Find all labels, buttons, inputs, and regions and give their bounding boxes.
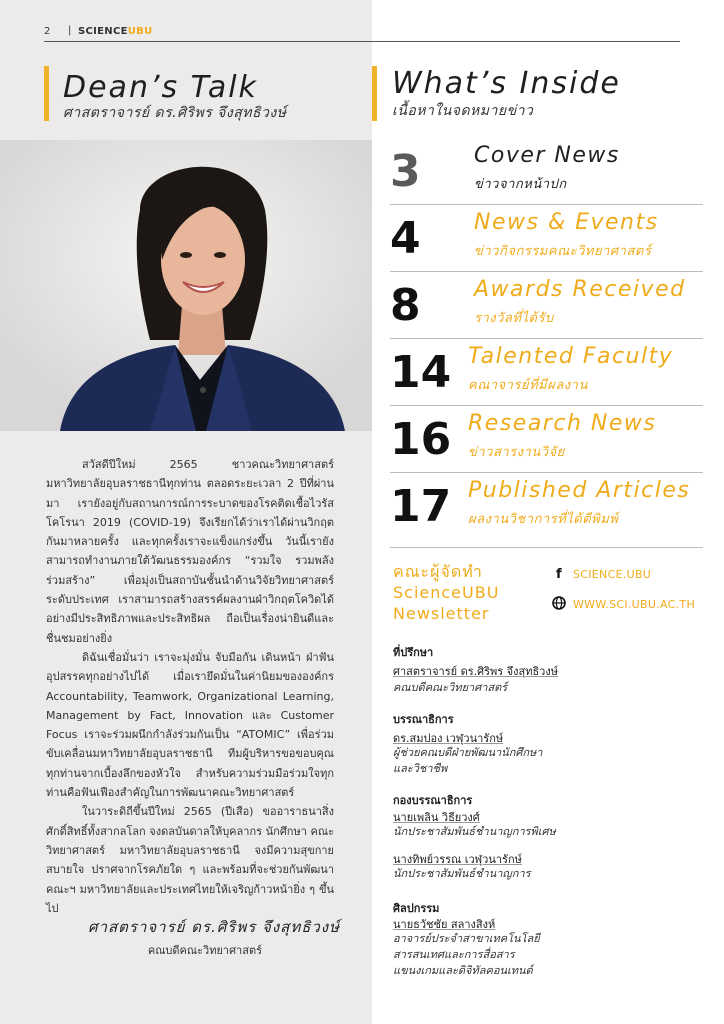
art-name: นายธวัชชัย สลางสิงห์: [393, 918, 496, 931]
page-header: [44, 26, 680, 42]
toc-page-number: 16: [390, 414, 452, 465]
toc-subtitle: ผลงานวิชาการที่ได้ตีพิมพ์: [468, 512, 619, 527]
facebook-link[interactable]: f SCIENCE.UBU: [551, 567, 651, 582]
toc-page-number: 4: [390, 213, 421, 264]
editors-heading: กองบรรณาธิการ: [393, 794, 473, 807]
chief-editor-name: ดร.สมปอง เวฬุวนารักษ์: [393, 732, 504, 745]
toc-item[interactable]: [390, 206, 703, 272]
editor-name: นายเพลิน วิธียวงศ์: [393, 811, 480, 824]
advisor-role: คณบดีคณะวิทยาศาสตร์: [393, 681, 508, 694]
header-separator: |: [68, 25, 72, 36]
toc-title: News & Events: [474, 210, 659, 235]
chief-editor-role: ผู้ช่วยคณบดีฝ่ายพัฒนานักศึกษา: [393, 746, 543, 759]
editor-name: นางทิพย์วรรณ เวฬุวนารักษ์: [393, 853, 522, 866]
page-number: 2: [44, 26, 51, 37]
toc-item[interactable]: [390, 407, 703, 473]
brand-logo: SCIENCEUBU: [78, 26, 153, 37]
deans-talk-accent-bar: [44, 66, 49, 121]
deans-talk-subtitle: ศาสตราจารย์ ดร.ศิริพร จึงสุทธิวงษ์: [63, 105, 287, 121]
whats-inside-subtitle: เนื้อหาในจดหมายข่าว: [392, 103, 534, 119]
advisor-name: ศาสตราจารย์ ดร.ศิริพร จึงสุทธิวงษ์: [393, 665, 558, 678]
globe-icon: [551, 596, 567, 612]
editor-role: นักประชาสัมพันธ์ชำนาญการพิเศษ: [393, 825, 556, 838]
toc-page-number: 14: [390, 347, 452, 398]
toc-title: Cover News: [474, 143, 620, 168]
toc-item[interactable]: [390, 474, 703, 548]
website-link[interactable]: WWW.SCI.UBU.AC.TH: [551, 596, 695, 612]
deans-talk-paragraph-1: สวัสดีปีใหม่ 2565 ชาวคณะวิทยาศาสตร์ มหาวิทยาลัยอุบลราชธานีทุกท่าน ตลอดระยะเวลา 2 ปีที่ผ่านมา เรายังอยู่กับสถานการณ์การระบาดของโรคติดเชื้อไวรัสโคโรนา 2019 (COVID-19) จึงเรียกได้ว่าเราได้ผ่านวิกฤตกันมาหลายครั้ง และทุกครั้งเราจะแข็งแกร่งขึ้น วันนี้เรายังสามารถทำงานภายใต้วัฒนธรรมองค์กร “รวมใจ รวมพลัง ร่วมสร้าง” เพื่อมุ่งเป็นสถาบันชั้นนำด้านวิจัยวิทยาศาสตร์ระดับประเทศ เราสามารถสร้างสรรค์ผลงานฝ่าวิกฤตโควิดได้อย่างมีประสิทธิภาพและประสิทธิผล ถือเป็นเรื่องน่ายินดีและชื่นชมอย่างยิ่ง: [46, 458, 334, 645]
deans-talk-body: [46, 455, 334, 918]
facebook-icon: f: [556, 567, 562, 582]
dean-photo: [0, 140, 372, 431]
toc-page-number: 17: [390, 481, 452, 532]
deans-talk-paragraph-2: ดิฉันเชื่อมั่นว่า เราจะมุ่งมั่น จับมือกัน เดินหน้า ฝ่าฟันอุปสรรคทุกอย่างไปได้ เมื่อเรายึดมั่นในค่านิยมขององค์กร Accountability, Teamwork, Organizational Learning, Management by Fact, Innovation และ Customer Focus เราจะร่วมผนึกกำลังร่วมกันเป็น “ATOMIC” เพื่อร่วมขับเคลื่อนมหาวิทยาลัยอุบลราชธานี ทีมผู้บริหารขอขอบคุณทุกท่านจากเบื้องลึกของหัวใจ สำหรับความร่วมมือร่วมใจทุกท่านคือฟันเฟืองสำคัญในการพัฒนาคณะวิทยาศาสตร์: [46, 650, 334, 800]
toc-subtitle: คณาจารย์ที่มีผลงาน: [468, 378, 588, 393]
toc-item[interactable]: [390, 340, 703, 406]
whats-inside-accent-bar: [372, 66, 377, 121]
dean-portrait-illustration: [0, 140, 372, 431]
art-role: อาจารย์ประจำสาขาเทคโนโลยี: [393, 932, 540, 945]
deans-talk-paragraph-3: ในวาระดิถีขึ้นปีใหม่ 2565 (ปีเสือ) ขออาราธนาสิ่งศักดิ์สิทธิ์ทั้งสากลโลก จงดลบันดาลให้บุคลากร นักศึกษา คณะวิทยาศาสตร์ มหาวิทยาลัยอุบลราชธานี จงมีความสุขกายสบายใจ ปราศจากโรคภัยใด ๆ และพร้อมที่จะช่วยกันพัฒนาคณะฯ มหาวิทยาลัยและประเทศไทยให้เจริญก้าวหน้ายิ่ง ๆ ขึ้นไป: [46, 805, 334, 915]
toc-title: Awards Received: [474, 277, 686, 302]
chief-editor-role-cont: และวิชาชีพ: [393, 762, 448, 775]
art-role-cont: สารสนเทศและการสื่อสาร: [393, 948, 515, 961]
whats-inside-title: What’s Inside: [392, 66, 621, 101]
toc-title: Research News: [468, 411, 657, 436]
toc-title: Talented Faculty: [468, 344, 674, 369]
toc-subtitle: ข่าวจากหน้าปก: [474, 177, 567, 192]
dean-signature-name: ศาสตราจารย์ ดร.ศิริพร จึงสุทธิวงษ์: [88, 918, 340, 936]
dean-signature-position: คณบดีคณะวิทยาศาสตร์: [147, 944, 262, 957]
toc-title: Published Articles: [468, 478, 691, 503]
toc-subtitle: ข่าวสารงานวิจัย: [468, 445, 565, 460]
toc-item[interactable]: [390, 139, 703, 205]
toc-subtitle: รางวัลที่ได้รับ: [474, 311, 554, 326]
art-heading: ศิลปกรรม: [393, 902, 440, 915]
deans-talk-title: Dean’s Talk: [63, 70, 258, 105]
editor-role: นักประชาสัมพันธ์ชำนาญการ: [393, 867, 531, 880]
chief-editor-heading: บรรณาธิการ: [393, 713, 454, 726]
toc-page-number: 3: [390, 146, 421, 197]
toc-item[interactable]: [390, 273, 703, 339]
toc-page-number: 8: [390, 280, 421, 331]
toc-subtitle: ข่าวกิจกรรมคณะวิทยาศาสตร์: [474, 244, 652, 259]
newsletter-credit-title: คณะผู้จัดทำ ScienceUBU Newsletter: [393, 562, 500, 623]
art-role-cont: แขนงเกมและดิจิทัลคอนเทนต์: [393, 964, 533, 977]
advisor-heading: ที่ปรึกษา: [393, 646, 434, 659]
